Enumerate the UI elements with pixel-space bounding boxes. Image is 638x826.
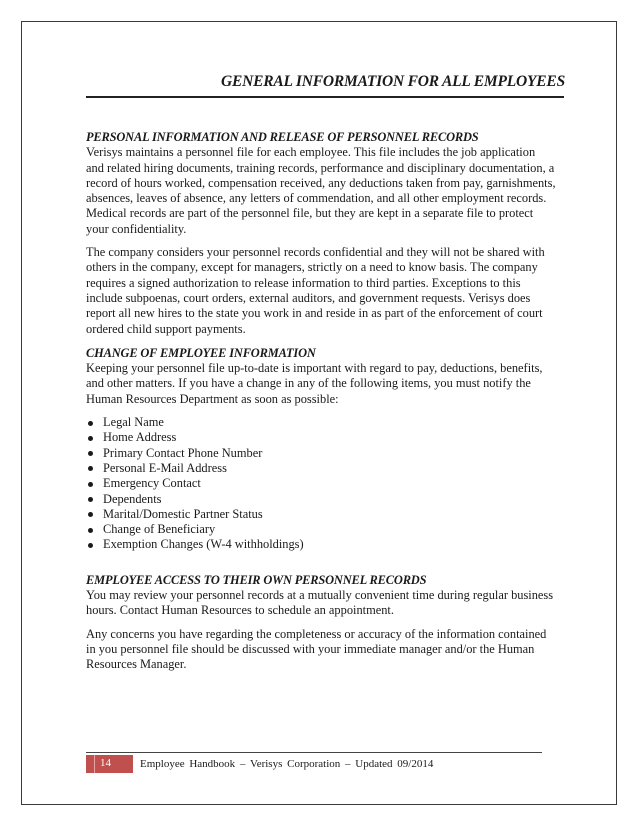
list-item: Change of Beneficiary	[86, 522, 556, 537]
badge-divider	[94, 755, 95, 773]
page-number: 14	[100, 757, 111, 769]
page-number-badge	[86, 755, 133, 773]
section-change-of-employee-information	[86, 346, 556, 553]
list-item: Dependents	[86, 492, 556, 507]
footer-rule	[86, 752, 542, 753]
list-item: Marital/Domestic Partner Status	[86, 507, 556, 522]
paragraph: You may review your personnel records at a mutually convenient time during regular business hours. Contact Human Resources to schedule an appointment.	[86, 588, 554, 618]
section-heading: CHANGE OF EMPLOYEE INFORMATION	[86, 345, 316, 360]
section-employee-access-to-records	[86, 573, 556, 673]
header-rule	[86, 96, 564, 98]
list-item: Emergency Contact	[86, 476, 556, 491]
section-personal-information	[86, 130, 556, 337]
paragraph: Any concerns you have regarding the completeness or accuracy of the information contained in you personnel file should be discussed with your immediate manager and/or the Human Resources Manager.	[86, 626, 547, 672]
paragraph: Keeping your personnel file up-to-date is important with regard to pay, deductions, benefits, and other matters. If you have a change in any of the following items, you must notify the Human Resources Department as soon as possible:	[86, 361, 543, 406]
document-body	[86, 130, 556, 673]
page-title: GENERAL INFORMATION FOR ALL EMPLOYEES	[221, 73, 565, 90]
paragraph: The company considers your personnel records confidential and they will not be shared with others in the company, except for managers, strictly on a need to know basis. The company requires a signed authorization to release information to third parties. Exceptions to this include subpoenas, court orders, external auditors, and government requests. Verisys does report all new hires to the state you work in and reside in as part of the enforcement of court ordered child support payments.	[86, 245, 545, 336]
list-item: Primary Contact Phone Number	[86, 446, 556, 461]
list-item: Personal E-Mail Address	[86, 461, 556, 476]
section-heading: PERSONAL INFORMATION AND RELEASE OF PERSONNEL RECORDS	[86, 130, 479, 144]
list-item: Home Address	[86, 430, 556, 445]
paragraph: Verisys maintains a personnel file for each employee. This file includes the job application and related hiring documents, training records, performance and disciplinary documentation, a record of hours worked, compensation received, any deductions taken from pay, garnishments, absences, leaves of absence, any letters of commendation, and all other employment records. Medical records are part of the personnel file, but they are kept in a separate file to protect your confidentiality.	[86, 145, 556, 236]
section-heading: EMPLOYEE ACCESS TO THEIR OWN PERSONNEL RECORDS	[86, 572, 427, 587]
change-items-list	[86, 415, 556, 553]
list-item: Legal Name	[86, 415, 556, 430]
list-item: Exemption Changes (W-4 withholdings)	[86, 537, 556, 552]
footer-text: Employee Handbook – Verisys Corporation – Updated 09/2014	[140, 758, 434, 770]
